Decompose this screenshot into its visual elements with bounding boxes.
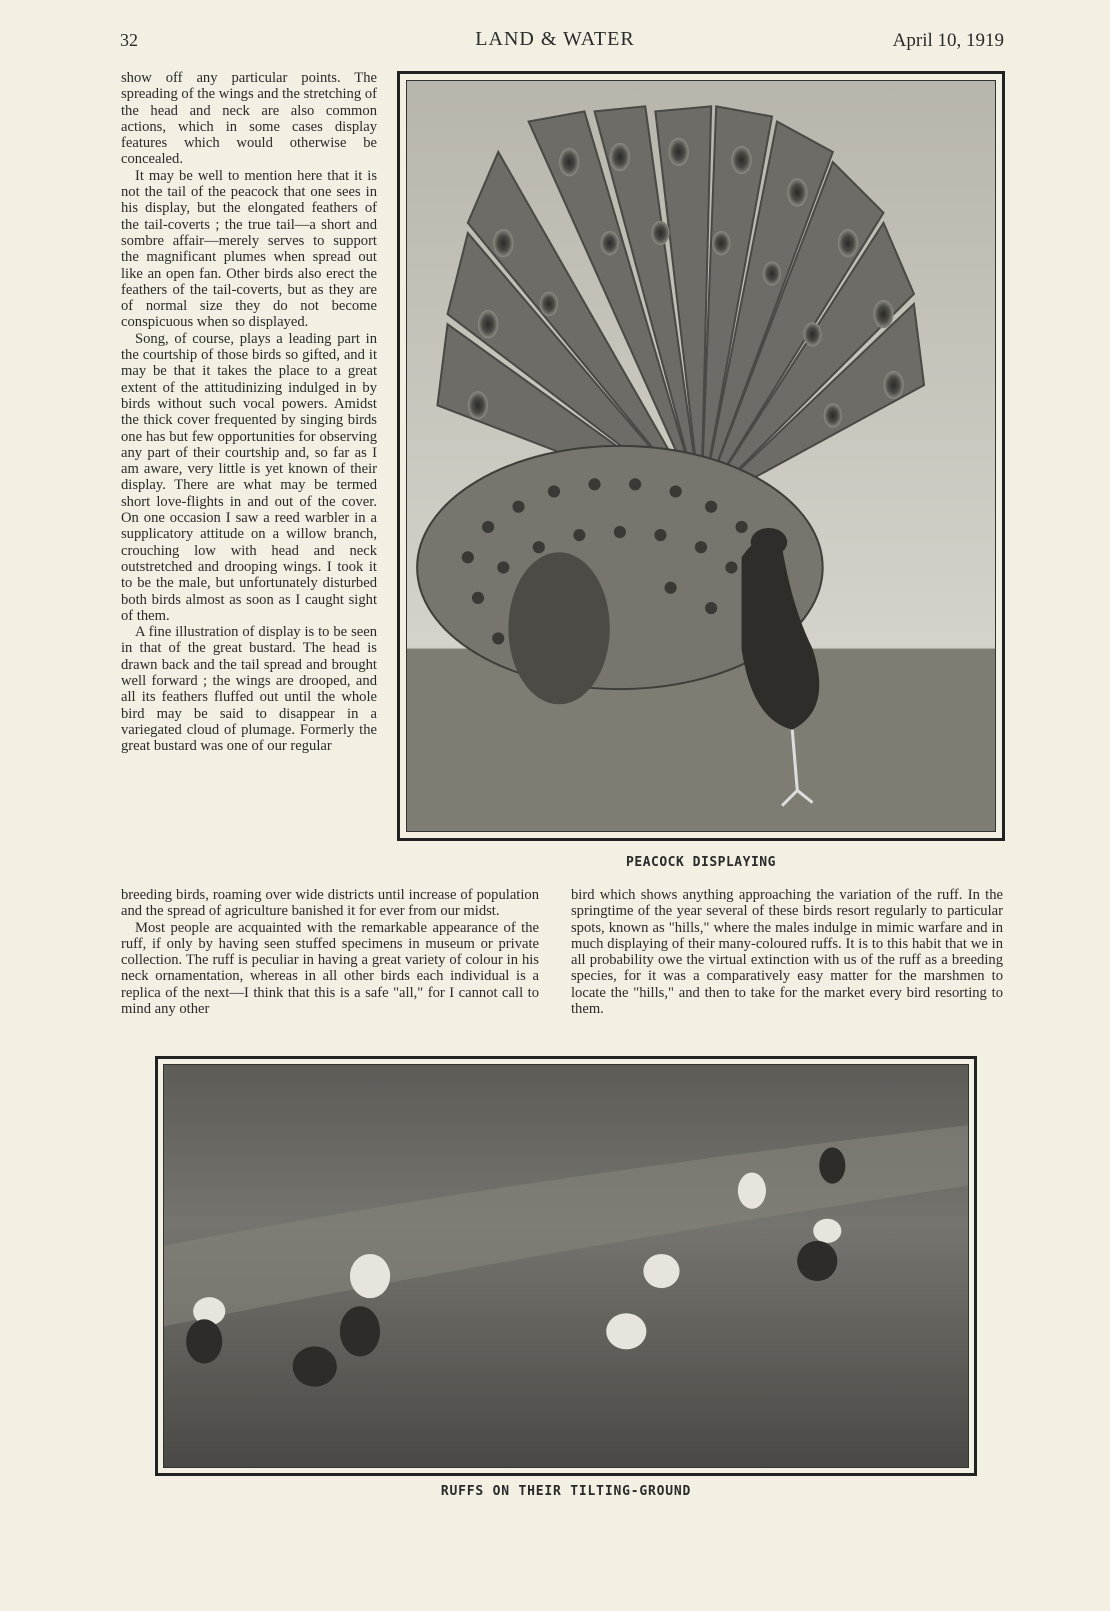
issue-date: April 10, 1919 [892, 30, 1004, 51]
paragraph: It may be well to mention here that it is not the tail of the peacock that one sees in his display, but the elongated feathers of the tail-coverts ; the true tail—a short and sombre affair—merely serves to support the magnificant plumes when spread out like an open fan. Other birds also erect the feathers of the tail-coverts, but as they are of normal size they do not become conspicuous when so displayed. [121, 167, 377, 331]
paragraph: Song, of course, plays a leading part in the courtship of those birds so gifted, and it may be that it takes the place to a great extent of the attitudinizing indulged in by birds without such vocal powers. Amidst the thick cover frequented by singing birds one has but few opportunities for observing any part of their courtship and, so far as I am aware, very little is yet known of their display. There are what may be termed short love-flights in and out of the cover. On one occasion I saw a reed warbler in a supplicatory attitude on a willow branch, crouching low with head and neck outstretched and drooping wings. I took it to be the male, but unfortunately disturbed both birds almost as soon as I caught sight of them. [121, 330, 377, 624]
bottom-right-text [571, 887, 1003, 1017]
paragraph: A fine illustration of display is to be seen in that of the great bustard. The head is drawn back and the tail spread and brought well forward ; the wings are drooped, and all its feathers fluffed out until the whole bird may be said to disappear in a variegated cloud of plumage. Formerly the great bustard was one of our regular [121, 624, 377, 755]
paragraph: show off any particular points. The spreading of the wings and the stretching of the head and neck are also common actions, which in some cases display features which would otherwise be concealed. [121, 70, 377, 168]
bottom-left-text [121, 887, 539, 1017]
peacock-caption: PEACOCK DISPLAYING [626, 855, 776, 870]
ruffs-photo [155, 1056, 977, 1476]
ruffs-illustration [164, 1065, 968, 1467]
ruffs-caption: RUFFS ON THEIR TILTING-GROUND [440, 1484, 692, 1499]
page-header [0, 26, 1110, 54]
paragraph: bird which shows anything approaching the variation of the ruff. In the springtime of the year several of these birds resort regularly to particular spots, known as "hills," where the males indulge in mimic warfare and in much displaying of their many-coloured ruffs. It is to this habit that we in all probability owe the virtual extinction with us of the ruff as a breeding species, for it was a comparatively easy matter for the marshmen to locate the "hills," and then to take for the market every bird resorting to them. [571, 887, 1003, 1018]
publication-title: LAND & WATER [475, 28, 635, 50]
peacock-photo [397, 71, 1005, 841]
page-number: 32 [120, 30, 138, 50]
peacock-illustration [407, 81, 995, 831]
left-column-text [121, 70, 377, 754]
paragraph: Most people are acquainted with the remarkable appearance of the ruff, if only by having seen stuffed specimens in museum or private collection. The ruff is peculiar in having a great variety of colour in his neck ornamentation, whereas in all other birds each individual is a replica of the next—I think that this is a safe "all," for I cannot call to mind any other [121, 919, 539, 1018]
paragraph: breeding birds, roaming over wide districts until increase of population and the spread of agriculture banished it for ever from our midst. [121, 887, 539, 920]
